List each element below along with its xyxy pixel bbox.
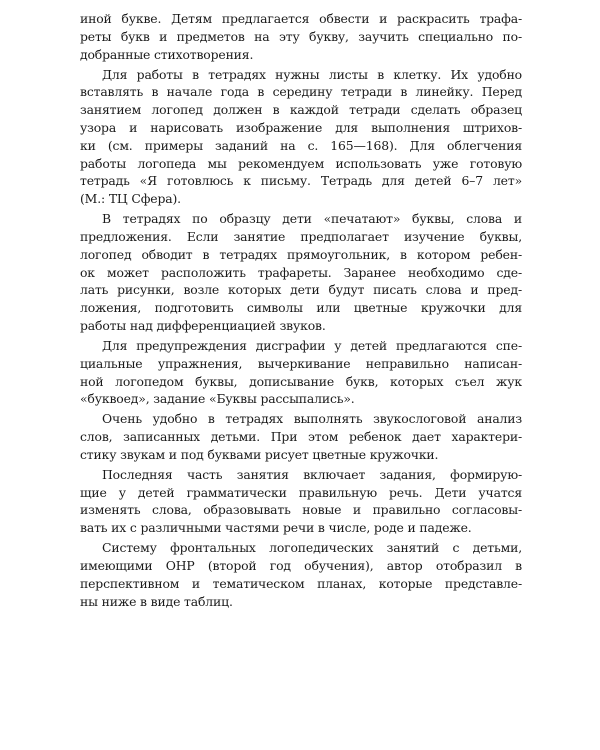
text-line: стику звукам и под буквами рисует цветные кружочки. bbox=[80, 446, 439, 462]
paragraph-3 bbox=[80, 210, 522, 335]
text-line: вставлять в начале года в середину тетради в линейку. Перед bbox=[80, 84, 522, 100]
text-line: работы логопеда мы рекомендуем использовать уже готовую bbox=[80, 155, 522, 171]
paragraph-6 bbox=[80, 466, 522, 537]
text-line: тетрадь «Я готовлюсь к письму. Тетрадь для детей 6–7 лет» bbox=[80, 173, 522, 189]
text-line: ны ниже в виде таблиц. bbox=[80, 593, 233, 609]
text-line: добранные стихотворения. bbox=[80, 46, 254, 62]
paragraph-5 bbox=[80, 410, 522, 463]
text-line: логопед обводит в тетрадях прямоугольник, в котором ребен- bbox=[80, 246, 522, 262]
text-line: лать рисунки, возле которых дети будут писать слова и пред- bbox=[80, 282, 522, 298]
text-line: Очень удобно в тетрадях выполнять звукослоговой анализ bbox=[102, 411, 522, 427]
text-line: реты букв и предметов на эту букву, заучить специально по- bbox=[80, 28, 522, 44]
paragraph-4 bbox=[80, 337, 522, 408]
text-line: циальные упражнения, вычеркивание неправильно написан- bbox=[80, 355, 522, 371]
text-line: занятием логопед должен в каждой тетради сделать образец bbox=[80, 102, 522, 118]
text-line: перспективном и тематическом планах, которые представле- bbox=[80, 575, 522, 591]
text-line: иной букве. Детям предлагается обвести и раскрасить трафа- bbox=[80, 11, 522, 26]
text-line: имеющими ОНР (второй год обучения), автор отобразил в bbox=[80, 558, 522, 574]
text-line: ложения, подготовить символы или цветные кружочки для bbox=[80, 300, 522, 316]
text-line: Для предупреждения дисграфии у детей предлагаются спе- bbox=[102, 337, 522, 353]
text-line: В тетрадях по образцу дети «печатают» буквы, слова и bbox=[102, 211, 522, 227]
text-line: изменять слова, образовывать новые и правильно согласовы- bbox=[80, 502, 522, 518]
text-line: Систему фронтальных логопедических занятий с детьми, bbox=[102, 540, 522, 556]
paragraph-2 bbox=[80, 66, 522, 208]
text-line: Для работы в тетрадях нужны листы в клетку. Их удобно bbox=[102, 66, 522, 82]
paragraph-1 bbox=[80, 10, 522, 63]
paragraph-7 bbox=[80, 539, 522, 610]
text-line: (М.: ТЦ Сфера). bbox=[80, 191, 181, 207]
text-line: слов, записанных детьми. При этом ребенок дает характери- bbox=[80, 429, 522, 445]
text-line: Последняя часть занятия включает задания, формирую- bbox=[102, 466, 522, 482]
text-line: узора и нарисовать изображение для выполнения штрихов- bbox=[80, 119, 522, 135]
text-line: ки (см. примеры заданий на с. 165—168). Для облегчения bbox=[80, 137, 522, 153]
text-line: работы над дифференциацией звуков. bbox=[80, 317, 326, 333]
text-line: предложения. Если занятие предполагает изучение буквы, bbox=[80, 228, 522, 244]
text-line: ок может расположить трафареты. Заранее необходимо сде- bbox=[80, 264, 522, 280]
text-line: вать их с различными частями речи в числе, роде и падеже. bbox=[80, 520, 472, 536]
text-line: ной логопедом буквы, дописывание букв, которых съел жук bbox=[80, 373, 522, 389]
text-line: щие у детей грамматически правильную речь. Дети учатся bbox=[80, 484, 522, 500]
text-line: «буквоед», задание «Буквы рассыпались». bbox=[80, 391, 355, 407]
body-text bbox=[80, 10, 522, 613]
